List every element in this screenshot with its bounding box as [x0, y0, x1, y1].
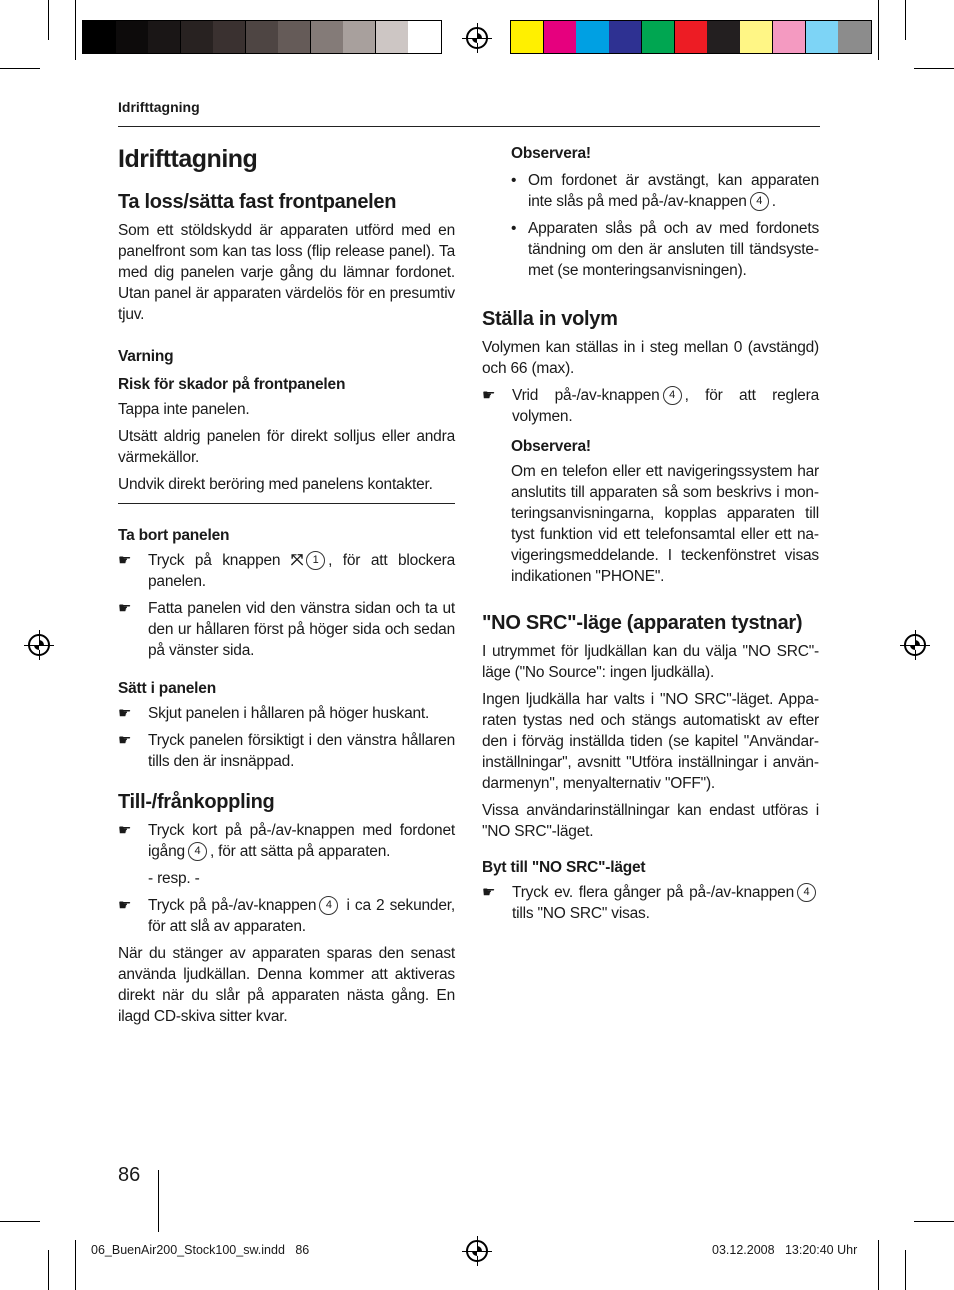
color-swatch	[376, 21, 409, 53]
pointing-hand-icon: ☛	[118, 897, 132, 914]
crop-mark	[48, 0, 49, 40]
color-swatch	[609, 21, 642, 53]
color-swatch	[511, 21, 544, 53]
section-heading-nosrc: "NO SRC"-läge (apparaten tystnar)	[482, 612, 803, 634]
color-swatch	[544, 21, 577, 53]
list-item: ☛ Vrid på-/av-knappen 4 , för att reglera volymen.	[482, 387, 819, 425]
right-column	[482, 144, 819, 930]
paragraph: Som ett stöldskydd är apparaten utförd med en panelfront som kan tas loss (flip release panel). Ta med dig panelen varje gång du lämnar fordonet. Utan panel är apparaten värdelös för en presumtiv tjuv.	[118, 222, 455, 323]
pointing-hand-icon: ☛	[118, 822, 132, 839]
pointing-hand-icon: ☛	[482, 884, 496, 901]
color-swatch	[148, 21, 181, 53]
color-swatch	[116, 21, 149, 53]
list-item: ☛ Tryck panelen försiktigt i den vänstra hållaren tills den är insnäppad.	[118, 732, 455, 770]
crop-mark	[914, 1221, 954, 1222]
registration-target-icon	[466, 1240, 488, 1262]
color-swatch	[838, 21, 871, 53]
file-slug: 06_BuenAir200_Stock100_sw.indd 86	[91, 1243, 310, 1257]
alternative-text: - resp. -	[148, 870, 200, 887]
running-header: Idrifttagning	[118, 99, 200, 115]
key-number-icon: 4	[188, 842, 207, 861]
note-heading: Observera!	[511, 145, 591, 162]
warning-heading: Varning	[118, 348, 174, 365]
list-item: ☛ Tryck ev. flera gånger på på-/av-knappen 4 tills "NO SRC" visas.	[482, 882, 819, 924]
crop-mark	[75, 1240, 76, 1290]
color-swatch	[806, 21, 839, 53]
crop-mark	[75, 0, 76, 60]
page-edge-line	[158, 1170, 159, 1232]
section-heading-onoff: Till-/frånkoppling	[118, 791, 275, 813]
list-item: ☛ Fatta panelen vid den vänstra sidan och ta ut den ur hållaren först på höger sida och sedan på vänster sida.	[118, 600, 455, 659]
crop-mark	[0, 68, 40, 69]
pointing-hand-icon: ☛	[482, 387, 496, 404]
list-item: ☛ Tryck kort på på-/av-knappen med fordonet igång 4 , för att sätta på apparaten.	[118, 822, 455, 860]
color-swatch	[642, 21, 675, 53]
process-color-bar	[510, 20, 872, 54]
section-heading-volume: Ställa in volym	[482, 308, 618, 330]
paragraph: I utrymmet för ljudkällan kan du välja "NO SRC"-läge ("No Source": ingen ljudkälla).	[482, 643, 819, 681]
paragraph: Volymen kan ställas in i steg mellan 0 (avstängd) och 66 (max).	[482, 339, 819, 377]
key-number-icon: 4	[663, 386, 682, 405]
list-item: • Apparaten slås på och av med fordonets tändning om den är ansluten till tändsystemet (se monteringsanvisningen).	[511, 220, 819, 279]
color-swatch	[675, 21, 708, 53]
header-rule	[118, 126, 820, 127]
paragraph: När du stänger av apparaten sparas den senast använda ljudkällan. Denna kommer att aktiveras direkt när du slår på apparaten nästa gång. En ilagd CD-skiva sitter kvar.	[118, 945, 455, 1025]
pointing-hand-icon: ☛	[118, 732, 132, 749]
color-swatch	[408, 21, 441, 53]
warning-text: Utsätt aldrig panelen för direkt solljus eller andra värmekällor.	[118, 428, 455, 466]
list-item: ☛ Tryck på på-/av-knappen 4 i ca 2 sekunder, för att slå av apparaten.	[118, 897, 455, 935]
color-swatch	[576, 21, 609, 53]
key-number-icon: 4	[319, 896, 338, 915]
subheading-remove-panel: Ta bort panelen	[118, 527, 230, 544]
page-title: Idrifttagning	[118, 145, 258, 173]
page-number: 86	[118, 1164, 141, 1186]
color-swatch	[246, 21, 279, 53]
warning-text: Tappa inte panelen.	[118, 401, 250, 418]
color-swatch	[83, 21, 116, 53]
key-number-icon: 1	[306, 551, 325, 570]
color-swatch	[773, 21, 806, 53]
color-swatch	[181, 21, 214, 53]
warning-subheading: Risk för skador på frontpanelen	[118, 376, 346, 393]
note-heading: Observera!	[511, 438, 591, 455]
color-swatch	[311, 21, 344, 53]
key-number-icon: 4	[797, 883, 816, 902]
crop-mark	[914, 68, 954, 69]
crop-mark	[878, 0, 879, 60]
crop-mark	[48, 1250, 49, 1290]
list-item: ☛ Tryck på knappen ⤧ 1 , för att blockera panelen.	[118, 552, 455, 590]
color-swatch	[343, 21, 376, 53]
paragraph: Ingen ljudkälla har valts i "NO SRC"-läget. Apparaten tystas ned och stängs automatiskt av efter den i förväg inställda tiden (se kapitel "Användarinställningar", avsnitt "Utföra inställningar i användarmenyn", menyalternativ "OFF").	[482, 691, 819, 792]
list-item: ☛ Skjut panelen i hållaren på höger huskant.	[118, 705, 430, 722]
color-swatch	[740, 21, 773, 53]
registration-target-icon	[904, 634, 926, 656]
registration-target-icon	[466, 27, 488, 49]
section-heading-frontpanel: Ta loss/sätta fast frontpanelen	[118, 191, 397, 213]
paragraph: Vissa användarinställningar kan endast utföras i "NO SRC"-läget.	[482, 802, 819, 840]
crop-mark	[905, 1250, 906, 1290]
pointing-hand-icon: ☛	[118, 552, 132, 569]
release-button-icon: ⤧	[290, 552, 304, 569]
left-column	[118, 144, 455, 1033]
key-number-icon: 4	[750, 192, 769, 211]
crop-mark	[905, 0, 906, 40]
warning-text: Undvik direkt beröring med panelens kontakter.	[118, 476, 433, 493]
grayscale-color-bar	[82, 20, 442, 54]
color-swatch	[213, 21, 246, 53]
pointing-hand-icon: ☛	[118, 600, 132, 617]
registration-target-icon	[28, 634, 50, 656]
subheading-switch-nosrc: Byt till "NO SRC"-läget	[482, 859, 646, 876]
list-item: • Om fordonet är avstängt, kan apparaten inte slås på med på-/av-knappen 4 .	[511, 172, 819, 210]
subheading-attach-panel: Sätt i panelen	[118, 680, 216, 697]
color-swatch	[278, 21, 311, 53]
crop-mark	[0, 1221, 40, 1222]
crop-mark	[878, 1240, 879, 1290]
pointing-hand-icon: ☛	[118, 705, 132, 722]
print-date: 03.12.2008 13:20:40 Uhr	[712, 1243, 858, 1257]
note-text: Om en telefon eller ett navigeringssystem har anslutits till apparaten så som beskrivs i monteringsanvisningarna, kopplas apparaten till tyst funktion vid ett telefonsamtal eller ett navigeringsmeddelande. I teckenfönstret visas indikationen "PHONE".	[511, 463, 819, 585]
color-swatch	[707, 21, 740, 53]
